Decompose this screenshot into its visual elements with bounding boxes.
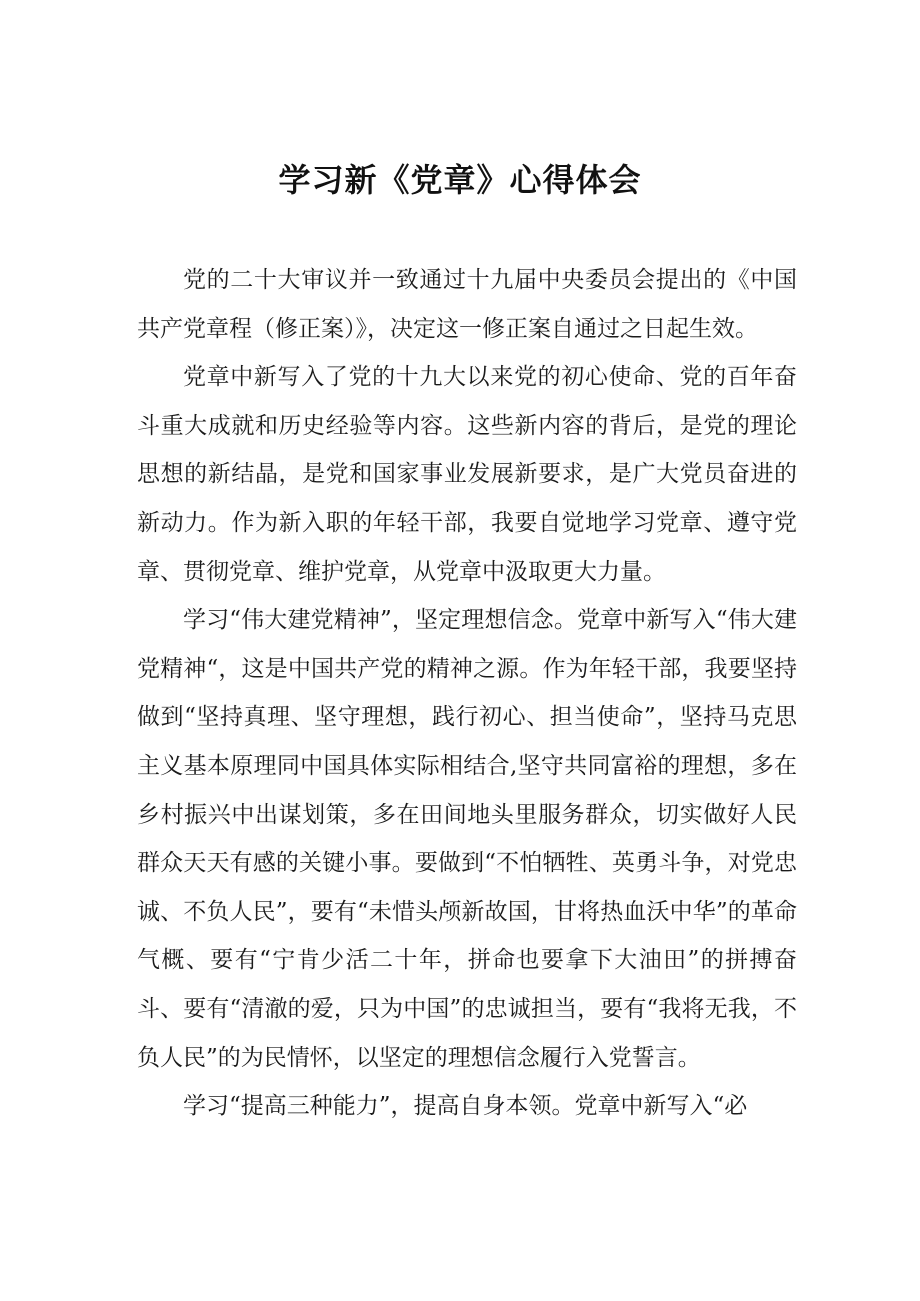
paragraph-1: 党的二十大审议并一致通过十九届中央委员会提出的《中国共产党章程（修正案）》，决定这一修正案自通过之日起生效。 — [137, 267, 797, 342]
paragraph-4: 学习“提高三种能力”，提高自身本领。党章中新写入“必 — [183, 1093, 748, 1120]
paragraph-3: 学习“伟大建党精神”，坚定理想信念。党章中新写入“伟大建党精神“，这是中国共产党的精神之源。作为年轻干部，我要坚持做到“坚持真理、坚守理想，践行初心、担当使命”，坚持马克思主义基本原理同中国具体实际相结合,坚守共同富裕的理想，多在乡村振兴中出谋划策，多在田间地头里服务群众，切实做好人民群众天天有感的关键小事。要做到“不怕牺牲、英勇斗争，对党忠诚、不负人民”，要有“未惜头颅新故国，甘将热血沃中华”的革命气概、要有“宁肯少活二十年，拼命也要拿下大油田”的拼搏奋斗、要有“清澈的爱，只为中国”的忠诚担当，要有“我将无我，不负人民”的为民情怀，以坚定的理想信念履行入党誓言。 — [137, 607, 797, 1071]
paragraph-2: 党章中新写入了党的十九大以来党的初心使命、党的百年奋斗重大成就和历史经验等内容。这些新内容的背后，是党的理论思想的新结晶，是党和国家事业发展新要求，是广大党员奋进的新动力。作为新入职的年轻干部，我要自觉地学习党章、遵守党章、贯彻党章、维护党章，从党章中汲取更大力量。 — [137, 364, 797, 585]
document-title: 学习新《党章》心得体会 — [278, 161, 642, 199]
document-body — [137, 256, 797, 1131]
